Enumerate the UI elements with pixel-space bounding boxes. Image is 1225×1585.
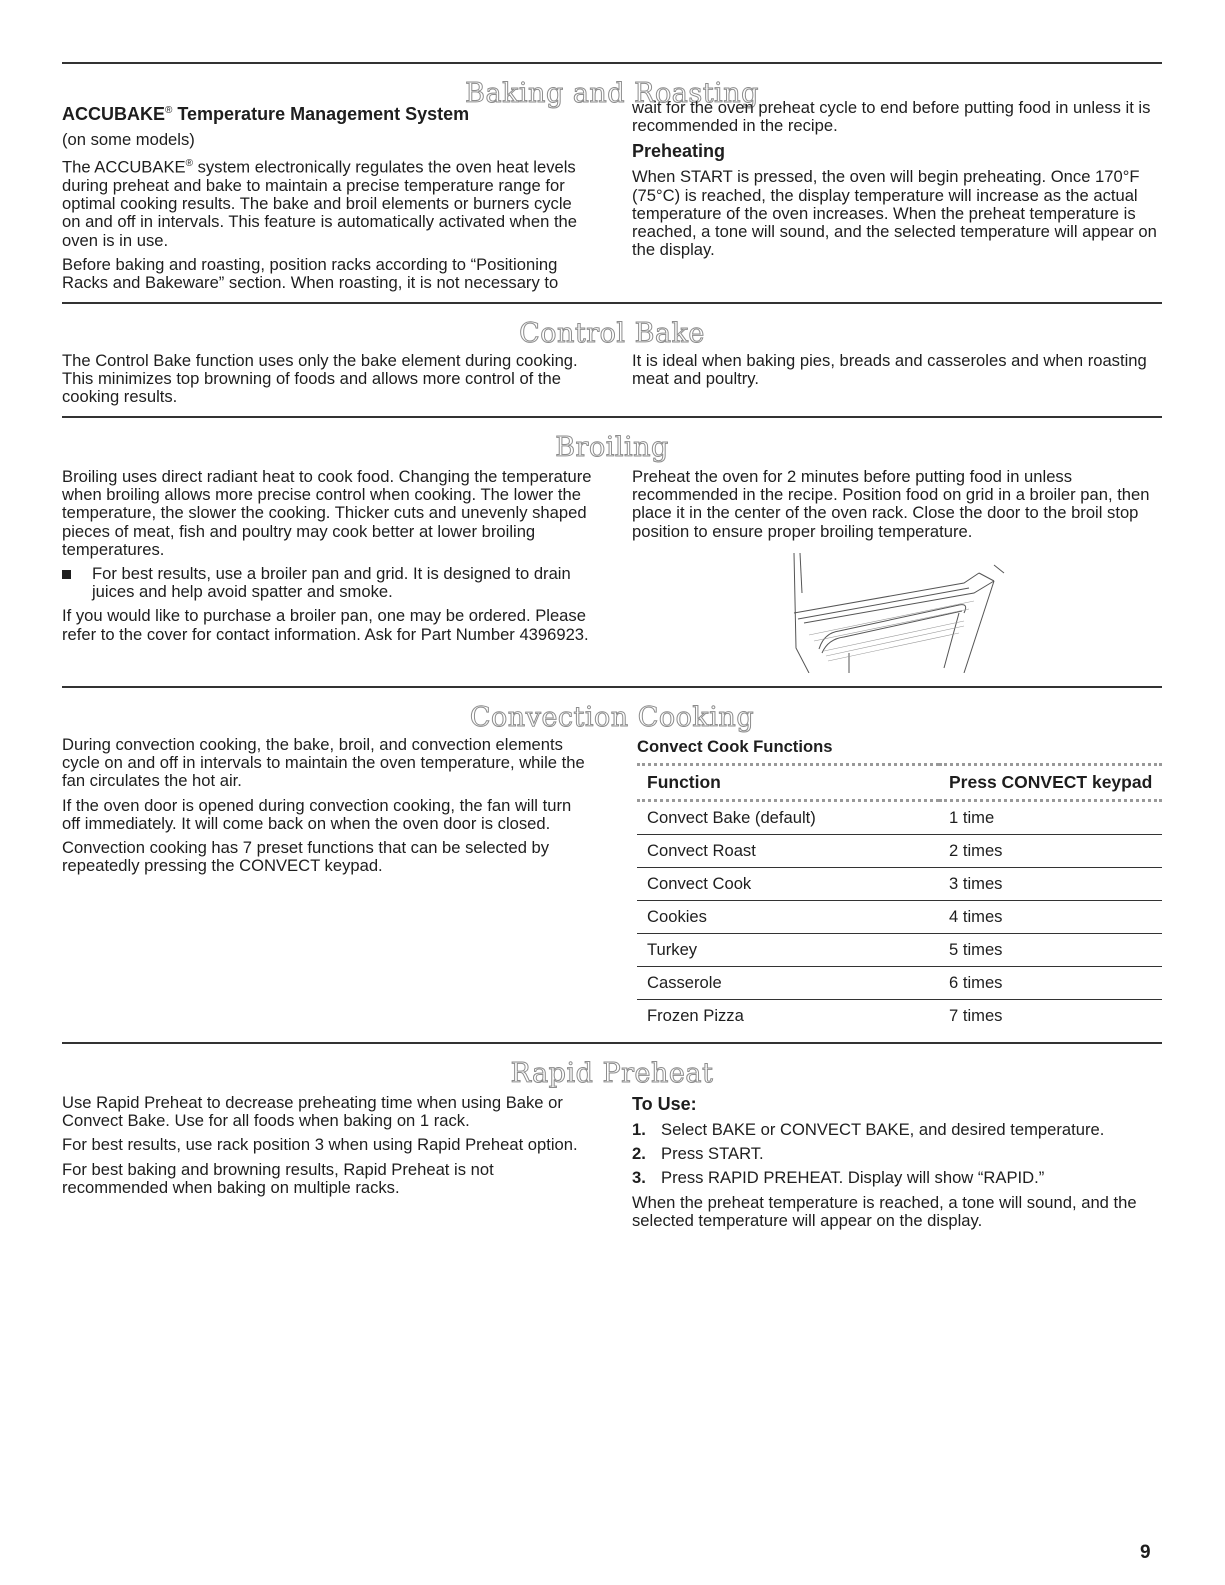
press-count-cell: 6 times bbox=[939, 967, 1162, 1000]
function-cell: Cookies bbox=[637, 901, 939, 934]
preheating-heading: Preheating bbox=[632, 141, 726, 162]
step-item bbox=[632, 1169, 1162, 1187]
step-text: Select BAKE or CONVECT BAKE, and desired temperature. bbox=[661, 1120, 1105, 1139]
accubake-paragraph: The ACCUBAKE® system electronically regulates the oven heat levels during preheat and bake to maintain a precise temperature range for optimal cooking results. The bake and broil elements or burners cycle on and off in intervals. This feature is automatically activated when the oven is in use. bbox=[62, 157, 578, 250]
column-header: Function bbox=[637, 765, 939, 801]
convection-paragraph-1: During convection cooking, the bake, broil, and convection elements cycle on and off in intervals to maintain the oven temperature, while the fan circulates the hot air. bbox=[62, 735, 585, 791]
press-count-cell: 1 time bbox=[939, 801, 1162, 835]
section-title: Baking and Roasting bbox=[465, 78, 759, 109]
right-column bbox=[632, 468, 1162, 673]
right-column bbox=[632, 1094, 1162, 1236]
table-title: Convect Cook Functions bbox=[637, 737, 833, 756]
press-count-cell: 3 times bbox=[939, 868, 1162, 901]
right-column: It is ideal when baking pies, breads and casseroles and when roasting meat and poultry. bbox=[632, 351, 1147, 389]
preheat-paragraph: Preheat the oven for 2 minutes before putting food in unless recommended in the recipe. Position food on grid in a broiler pan, then place it in the center of the oven rack. Close the door to the broil stop position to ensure proper broiling temperature. bbox=[632, 467, 1150, 541]
manual-page bbox=[62, 0, 1162, 1230]
bullet-text: For best results, use a broiler pan and grid. It is designed to drain juices and help avoid spatter and smoke. bbox=[92, 564, 571, 602]
table-row bbox=[637, 967, 1162, 1000]
left-column bbox=[62, 100, 592, 298]
left-column bbox=[62, 1094, 592, 1236]
right-column bbox=[637, 736, 1162, 1032]
step-text: Press RAPID PREHEAT. Display will show “RAPID.” bbox=[661, 1168, 1045, 1188]
left-column bbox=[62, 468, 592, 673]
section-broiling bbox=[62, 416, 1162, 673]
steps-list bbox=[632, 1121, 1162, 1188]
to-use-heading: To Use: bbox=[632, 1094, 697, 1114]
convect-functions-table bbox=[637, 763, 1162, 1032]
page-number: 9 bbox=[1140, 1542, 1151, 1563]
table-row bbox=[637, 868, 1162, 901]
press-count-cell: 7 times bbox=[949, 1005, 1003, 1025]
convection-paragraph-3: Convection cooking has 7 preset functions that can be selected by repeatedly pressing the CONVECT keypad. bbox=[62, 838, 550, 876]
on-some-models-note: (on some models) bbox=[62, 130, 195, 149]
press-count-cell: 5 times bbox=[939, 934, 1162, 967]
oven-door-broil-stop-illustration bbox=[764, 553, 1024, 673]
function-cell: Convect Bake (default) bbox=[637, 801, 939, 835]
preheating-paragraph: When START is pressed, the oven will begin preheating. Once 170°F (75°C) is reached, the display temperature will increase as the actual temperature of the oven increases. When the preheat temperature is reached, a tone will sound, and the selected temperature will appear on the display. bbox=[632, 167, 1157, 260]
bullet-square-icon bbox=[62, 570, 71, 579]
step-number: 2. bbox=[632, 1144, 646, 1164]
broiler-pan-note: If you would like to purchase a broiler pan, one may be ordered. Please refer to the cover for contact information. Ask for Part Number 4396923. bbox=[62, 606, 589, 644]
press-count-cell: 4 times bbox=[939, 901, 1162, 934]
function-cell: Turkey bbox=[637, 934, 939, 967]
section-control-bake bbox=[62, 302, 1162, 407]
table-row bbox=[637, 901, 1162, 934]
press-count-cell: 2 times bbox=[939, 835, 1162, 868]
bullet-item bbox=[62, 565, 592, 601]
section-rapid-preheat bbox=[62, 1042, 1162, 1236]
step-number: 1. bbox=[632, 1120, 646, 1139]
rapid-after-text: When the preheat temperature is reached, a tone will sound, and the selected temperature will appear on the display. bbox=[632, 1192, 1137, 1230]
step-item bbox=[632, 1121, 1162, 1139]
step-item bbox=[632, 1145, 1162, 1163]
section-title: Convection Cooking bbox=[469, 702, 755, 733]
section-title: Control Bake bbox=[519, 318, 705, 349]
section-title: Rapid Preheat bbox=[510, 1058, 714, 1089]
right-column bbox=[632, 100, 1162, 298]
function-cell: Convect Cook bbox=[637, 868, 939, 901]
accubake-heading: ACCUBAKE® Temperature Management System bbox=[62, 104, 470, 124]
racks-paragraph: Before baking and roasting, position racks according to “Positioning Racks and Bakeware” section. When roasting, it is not necessary to bbox=[62, 255, 559, 292]
left-column bbox=[62, 736, 592, 1032]
convection-paragraph-2: If the oven door is opened during convection cooking, the fan will turn off immediately. It will come back on when the oven door is closed. bbox=[62, 795, 572, 833]
table-header-row bbox=[637, 765, 1162, 801]
racks-paragraph-continued: wait for the oven preheat cycle to end before putting food in unless it is recommended in the recipe. bbox=[632, 98, 1151, 136]
table-row bbox=[637, 1000, 1162, 1033]
rapid-paragraph-2: For best results, use rack position 3 when using Rapid Preheat option. bbox=[62, 1135, 578, 1155]
rapid-paragraph-3: For best baking and browning results, Rapid Preheat is not recommended when baking on multiple racks. bbox=[62, 1159, 494, 1197]
step-text: Press START. bbox=[661, 1144, 764, 1164]
function-cell: Frozen Pizza bbox=[647, 1005, 744, 1025]
rapid-paragraph-1: Use Rapid Preheat to decrease preheating time when using Bake or Convect Bake. Use for all foods when baking on 1 rack. bbox=[62, 1093, 563, 1131]
section-baking-roasting bbox=[62, 62, 1162, 298]
left-column: The Control Bake function uses only the bake element during cooking. This minimizes top browning of foods and allows more control of the cooking results. bbox=[62, 351, 578, 407]
broiling-paragraph: Broiling uses direct radiant heat to cook food. Changing the temperature when broiling allows more precise control when cooking. The lower the temperature, the slower the cooking. Thicker cuts and unevenly shaped pieces of meat, fish and poultry may cook better at lower broiling temperatures. bbox=[62, 467, 592, 559]
function-cell: Casserole bbox=[637, 967, 939, 1000]
column-header: Press CONVECT keypad bbox=[939, 765, 1162, 801]
step-number: 3. bbox=[632, 1168, 646, 1188]
section-title: Broiling bbox=[555, 432, 669, 463]
section-convection-cooking bbox=[62, 686, 1162, 1032]
table-row bbox=[637, 934, 1162, 967]
function-cell: Convect Roast bbox=[637, 835, 939, 868]
table-row bbox=[637, 835, 1162, 868]
table-row bbox=[637, 801, 1162, 835]
